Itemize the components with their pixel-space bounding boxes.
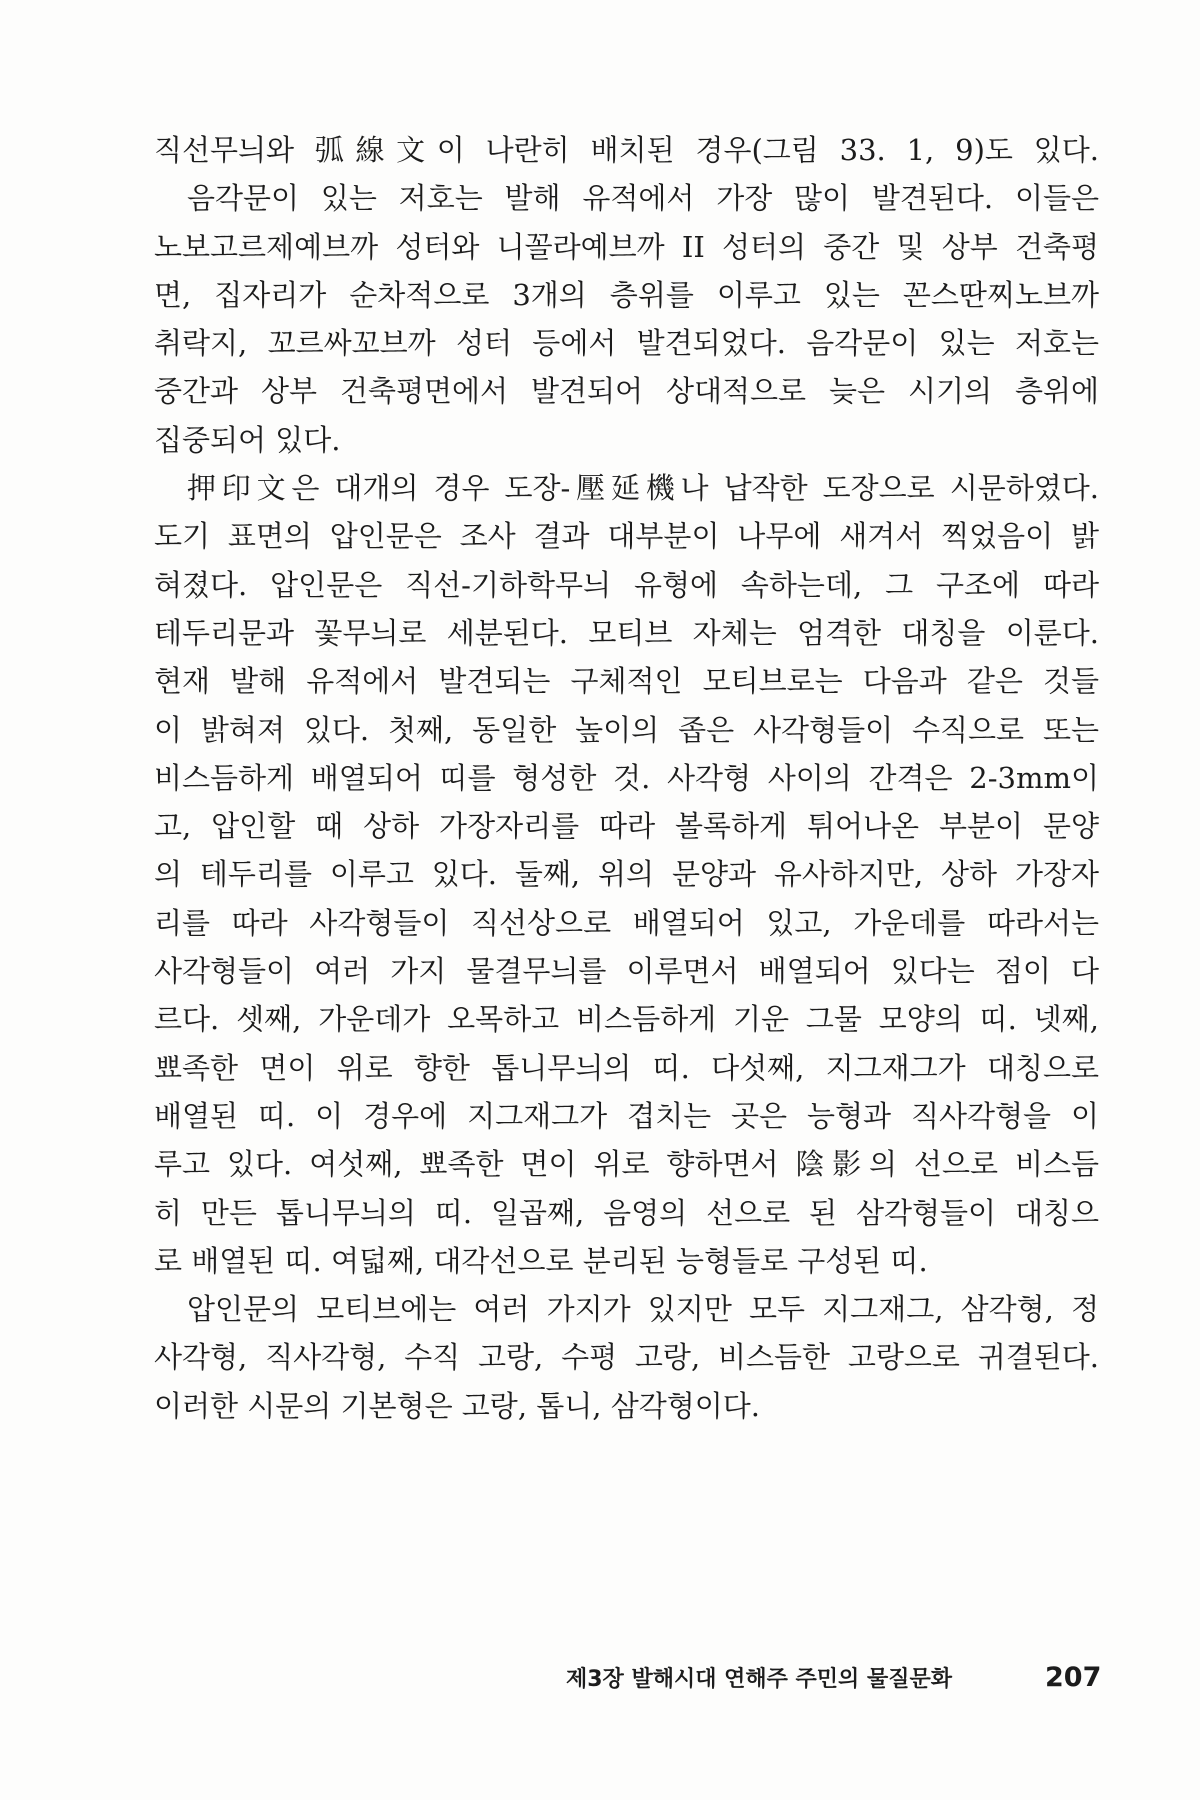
text-line: 고, 압인할 때 상하 가장자리를 따라 볼록하게 튀어나온 부분이 문양 [154,809,1099,844]
text-line: 직선무늬와 弧線文이 나란히 배치된 경우(그림 33. 1, 9)도 있다. [154,133,1099,167]
text-line: 사각형들이 여러 가지 물결무늬를 이루면서 배열되어 있다는 점이 다 [154,954,1099,989]
text-line: 음각문이 있는 저호는 발해 유적에서 가장 많이 발견된다. 이들은 [187,181,1099,216]
text-line: 루고 있다. 여섯째, 뾰족한 면이 위로 향하면서 陰影의 선으로 비스듬 [154,1147,1099,1182]
text-line: 혀졌다. 압인문은 직선-기하학무늬 유형에 속하는데, 그 구조에 따라 [154,567,1099,602]
page-number: 207 [1045,1662,1102,1693]
page-footer [0,1660,1200,1710]
running-head: 제3장 발해시대 연해주 주민의 물질문화 [566,1667,952,1692]
text-line: 로 배열된 띠. 여덟째, 대각선으로 분리된 능형들로 구성된 띠. [154,1243,928,1278]
text-line: 배열된 띠. 이 경우에 지그재그가 겹치는 곳은 능형과 직사각형을 이 [154,1098,1099,1133]
text-line: 사각형, 직사각형, 수직 고랑, 수평 고랑, 비스듬한 고랑으로 귀결된다. [154,1340,1099,1375]
text-line: 비스듬하게 배열되어 띠를 형성한 것. 사각형 사이의 간격은 2-3mm이 [154,760,1099,795]
text-line: 테두리문과 꽃무늬로 세분된다. 모티브 자체는 엄격한 대칭을 이룬다. [154,615,1099,650]
text-line: 의 테두리를 이루고 있다. 둘째, 위의 문양과 유사하지만, 상하 가장자 [154,857,1099,892]
text-line: 압인문의 모티브에는 여러 가지가 있지만 모두 지그재그, 삼각형, 정 [187,1292,1099,1327]
body-text [154,126,1099,1430]
text-line: 이러한 시문의 기본형은 고랑, 톱니, 삼각형이다. [154,1388,761,1423]
text-line: 중간과 상부 건축평면에서 발견되어 상대적으로 늦은 시기의 층위에 [154,374,1099,409]
text-line: 르다. 셋째, 가운데가 오목하고 비스듬하게 기운 그물 모양의 띠. 넷째, [154,1002,1099,1037]
text-line: 도기 표면의 압인문은 조사 결과 대부분이 나무에 새겨서 찍었음이 밝 [154,519,1099,554]
text-line: 뾰족한 면이 위로 향한 톱니무늬의 띠. 다섯째, 지그재그가 대칭으로 [154,1050,1099,1085]
text-line: 취락지, 꼬르싸꼬브까 성터 등에서 발견되었다. 음각문이 있는 저호는 [154,326,1099,361]
text-line: 면, 집자리가 순차적으로 3개의 층위를 이루고 있는 꼰스딴찌노브까 [154,277,1099,312]
text-line: 리를 따라 사각형들이 직선상으로 배열되어 있고, 가운데를 따라서는 [154,905,1099,940]
text-line: 현재 발해 유적에서 발견되는 구체적인 모티브로는 다음과 같은 것들 [154,664,1099,699]
text-line: 집중되어 있다. [154,422,341,457]
text-line: 이 밝혀져 있다. 첫째, 동일한 높이의 좁은 사각형들이 수직으로 또는 [154,712,1099,747]
text-line: 노보고르제예브까 성터와 니꼴라예브까 II 성터의 중간 및 상부 건축평 [154,229,1099,264]
text-line: 히 만든 톱니무늬의 띠. 일곱째, 음영의 선으로 된 삼각형들이 대칭으 [154,1195,1099,1230]
text-line: 押印文은 대개의 경우 도장-壓延機나 납작한 도장으로 시문하였다. [187,471,1099,506]
